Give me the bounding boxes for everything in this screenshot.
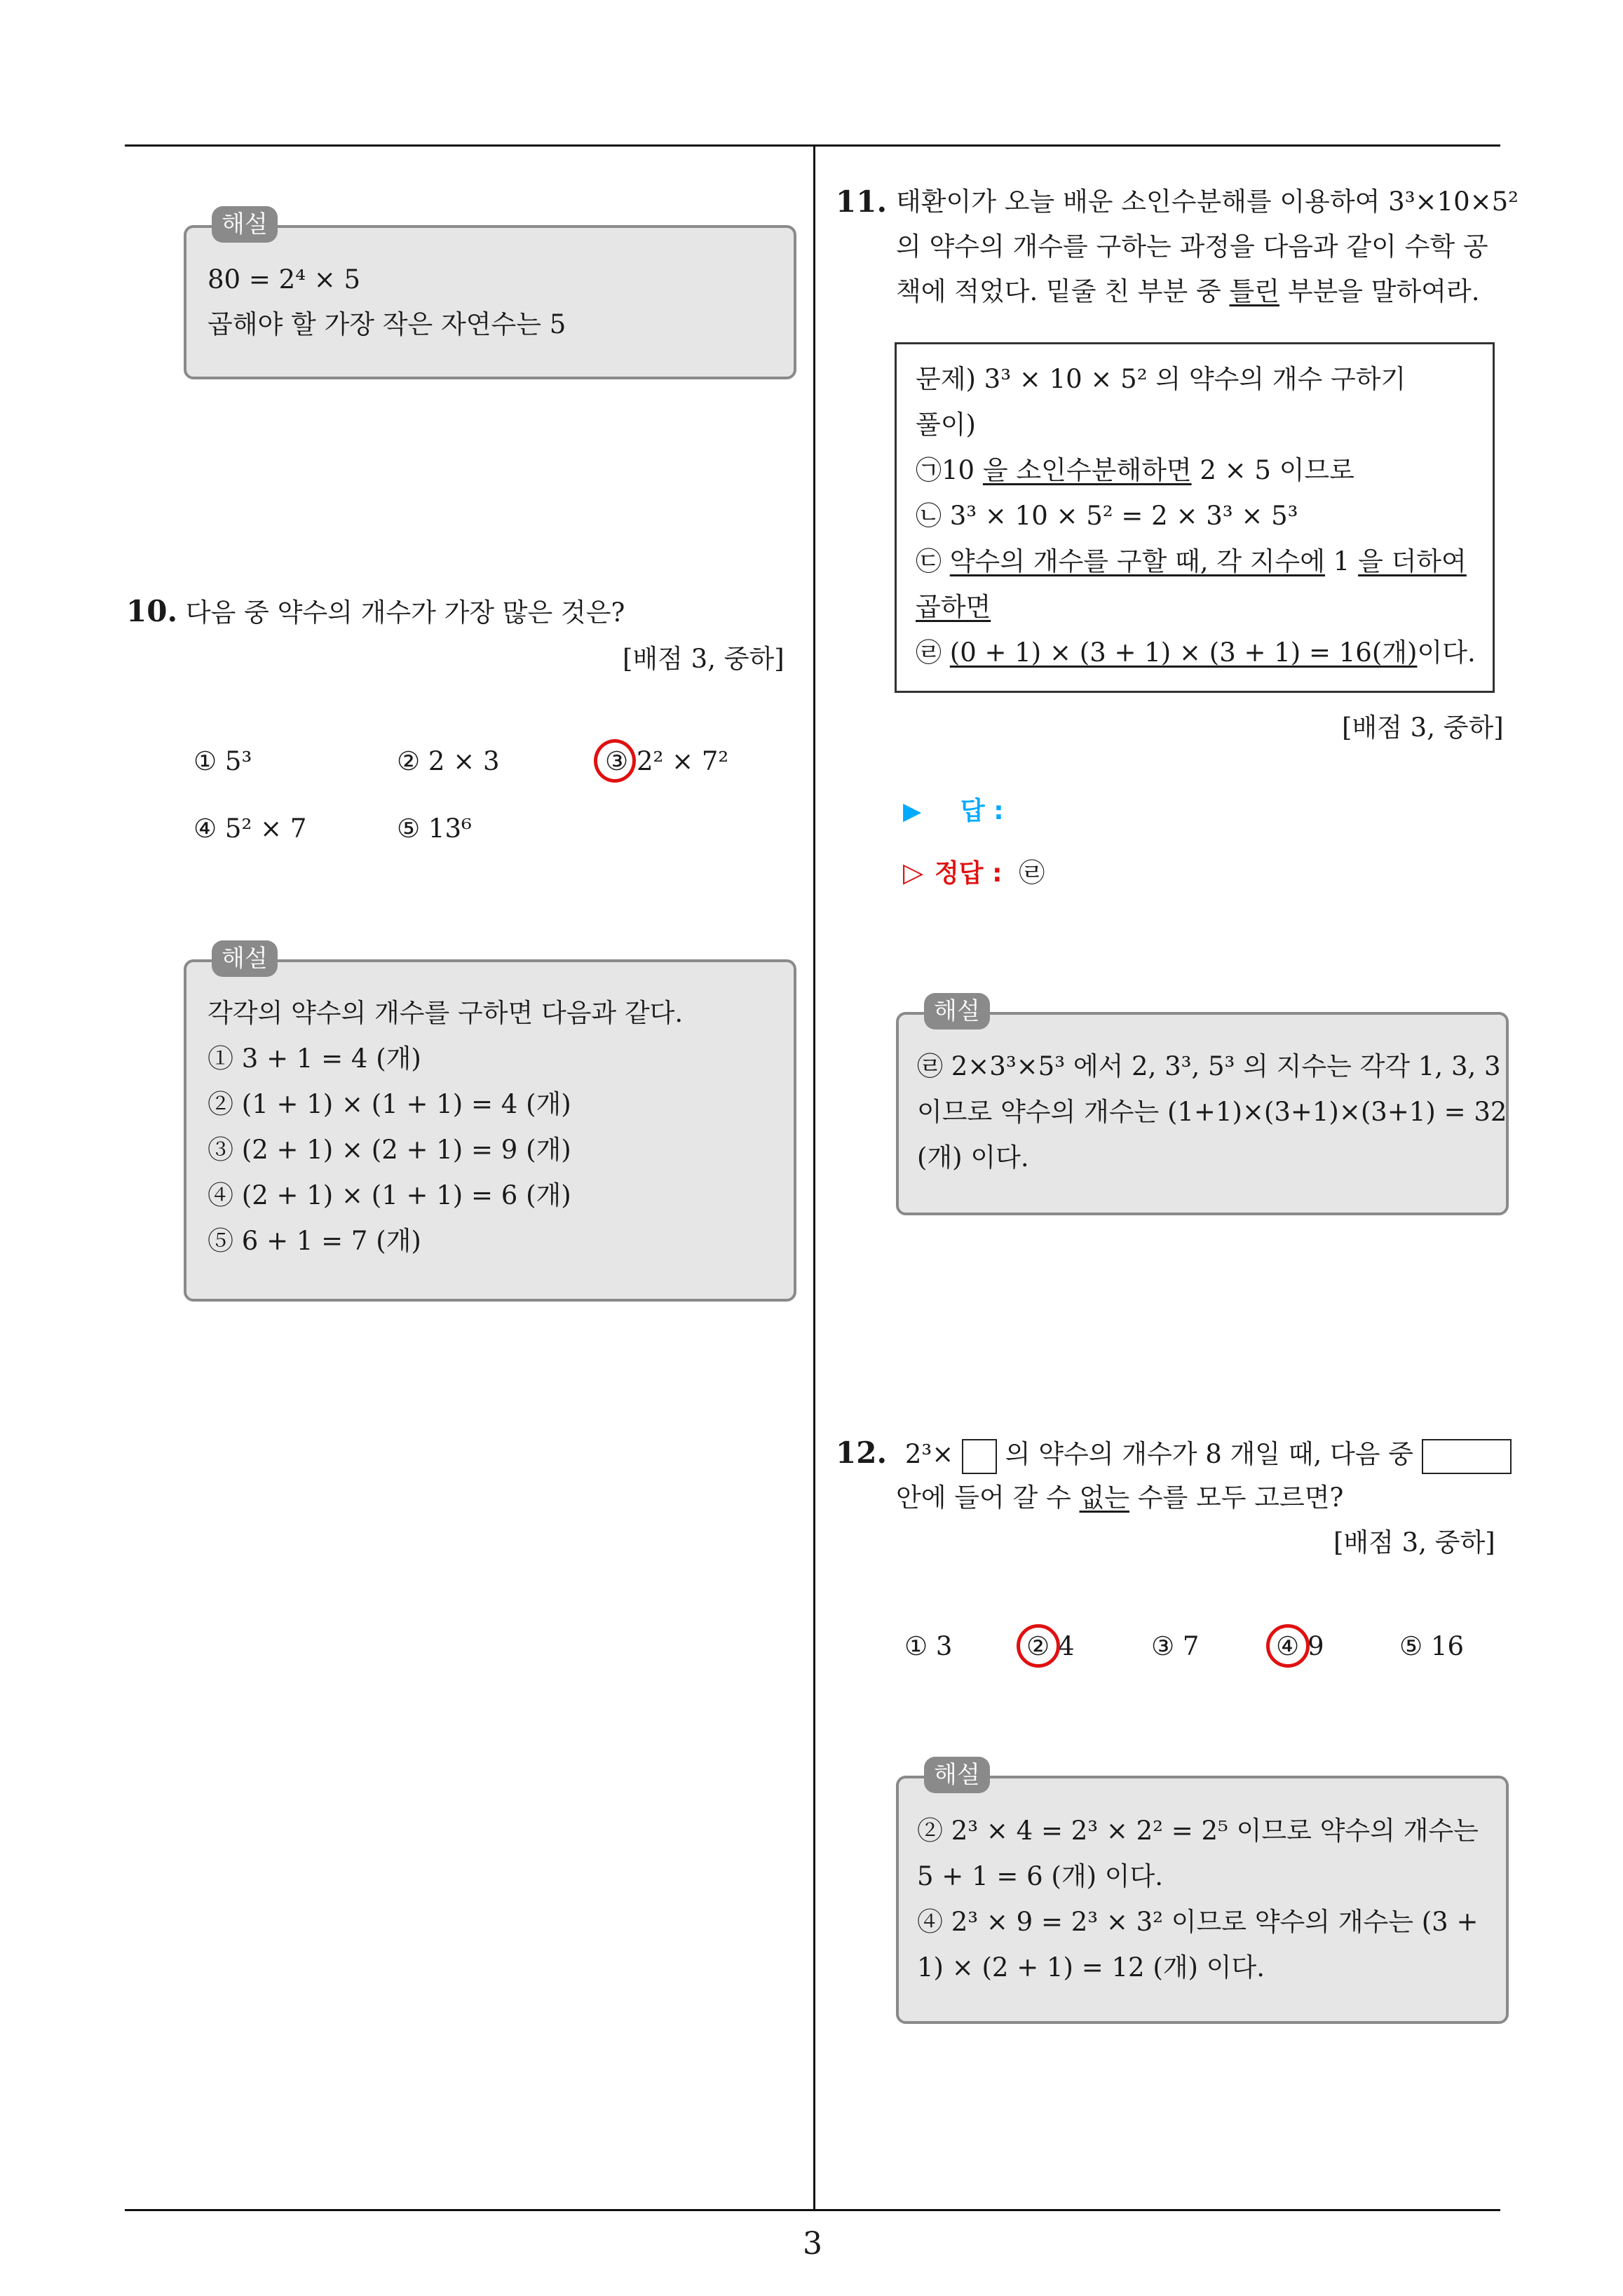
q10-solution-line: ② (1 + 1) × (1 + 1) = 4 (개) [208,1089,571,1119]
q11-problem-line: 문제) 3³ × 10 × 5² 의 약수의 개수 구하기 [916,364,1406,394]
q10-option-1[interactable]: ① 5³ [193,746,252,776]
q10-option-2[interactable]: ② 2 × 3 [397,746,500,776]
q11-solution-line: (개) 이다. [917,1142,1029,1173]
q9-solution-tag: 해설 [212,206,278,243]
q10-solution-line: ③ (2 + 1) × (2 + 1) = 9 (개) [208,1135,571,1165]
q10-solution-line: ④ (2 + 1) × (1 + 1) = 6 (개) [208,1180,571,1210]
page-number: 3 [803,2226,822,2262]
q11-answer-row[interactable] [903,788,1004,834]
q12-solution-line: 1) × (2 + 1) = 12 (개) 이다. [917,1952,1265,1983]
q11-solution-line: ㉣ 2×3³×5³ 에서 2, 3³, 5³ 의 지수는 각각 1, 3, 3 [917,1051,1501,1081]
q12-points: [배점 3, 중하] [1333,1527,1495,1558]
q10-question [126,589,625,635]
q10-text: 다음 중 약수의 개수가 가장 많은 것은? [185,597,625,628]
q11-points: [배점 3, 중하] [1342,713,1504,743]
q12-blank-box-wide [1422,1439,1512,1474]
q11-text-line: 책에 적었다. 밑줄 친 부분 중 틀린 부분을 말하여라. [896,276,1480,306]
q11-text-line: 의 약수의 개수를 구하는 과정을 다음과 같이 수학 공 [896,231,1488,262]
q11-solution-line: 이므로 약수의 개수는 (1+1)×(3+1)×(3+1) = 32 [917,1097,1507,1127]
q12-option-2[interactable]: ② 4 [1026,1631,1075,1661]
q12-selected-circle-4 [1266,1624,1310,1668]
q10-solution-line: ⑤ 6 + 1 = 7 (개) [208,1226,421,1256]
play-icon: ▶ [903,797,922,825]
q9-solution-line: 80 = 2⁴ × 5 [208,264,361,295]
q12-solution-tag: 해설 [924,1757,990,1793]
q12-question-line2: 안에 들어 갈 수 없는 수를 모두 고르면? [896,1483,1344,1513]
q10-option-3-marker: ③ [605,746,629,776]
q11-text-line: 태환이가 오늘 배운 소인수분해를 이용하여 3³×10×5² [896,187,1519,217]
q11-problem-line: 풀이) [916,410,976,440]
q12-solution-line: ④ 2³ × 9 = 2³ × 3² 이므로 약수의 개수는 (3 + [917,1907,1479,1937]
q11-problem-line: ㉢ 약수의 개수를 구할 때, 각 지수에 1 을 더하여 [916,546,1467,576]
q12-selected-circle-2 [1017,1624,1060,1668]
q12-blank-box-small [962,1439,997,1474]
q10-solution-line: 각각의 약수의 개수를 구하면 다음과 같다. [208,998,684,1028]
q10-solution-line: ① 3 + 1 = 4 (개) [208,1044,421,1074]
q11-correct-label: 정답 : [935,859,1003,888]
q11-problem-line: ㉣ (0 + 1) × (3 + 1) × (3 + 1) = 16(개)이다. [916,637,1476,668]
q11-problem-line: 곱하면 [916,592,991,622]
q10-selected-circle [594,739,636,783]
q12-option-1[interactable]: ① 3 [904,1631,953,1661]
q12-solution-line: ② 2³ × 4 = 2³ × 2² = 2⁵ 이므로 약수의 개수는 [917,1816,1479,1846]
q11-problem-line: ㉠10 을 소인수분해하면 2 × 5 이므로 [916,455,1354,485]
q11-solution-tag: 해설 [924,993,990,1029]
q10-option-3-value: 2² × 7² [636,746,729,776]
q11-number: 11. [836,184,888,219]
q10-option-5[interactable]: ⑤ 13⁶ [397,813,472,844]
play-outline-icon: ▷ [903,857,924,888]
q11-answer-label: 답 : [960,797,1004,825]
q12-number: 12. [836,1436,888,1470]
q11-correct-row [903,850,1045,896]
column-divider [813,144,815,2210]
q12-solution-line: 5 + 1 = 6 (개) 이다. [917,1861,1164,1891]
q11-problem-line: ㉡ 3³ × 10 × 5² = 2 × 3³ × 5³ [916,501,1298,531]
q10-solution-tag: 해설 [212,940,278,977]
q12-option-5[interactable]: ⑤ 16 [1399,1631,1465,1661]
q12-option-3[interactable]: ③ 7 [1151,1631,1200,1661]
q9-solution-line: 곱해야 할 가장 작은 자연수는 5 [208,309,566,339]
q10-points: [배점 3, 중하] [623,644,785,674]
q10-number: 10. [126,594,178,628]
q12-question-line1: 12. 2³× 의 약수의 개수가 8 개일 때, 다음 중 [836,1431,1512,1477]
top-rule [125,144,1500,147]
q12-option-4[interactable]: ④ 9 [1276,1631,1324,1661]
q11-correct-value: ㉣ [1019,858,1045,888]
q11-underlined-word: 틀린 [1229,276,1279,306]
bottom-rule [125,2209,1500,2211]
q10-option-4[interactable]: ④ 5² × 7 [193,813,307,844]
